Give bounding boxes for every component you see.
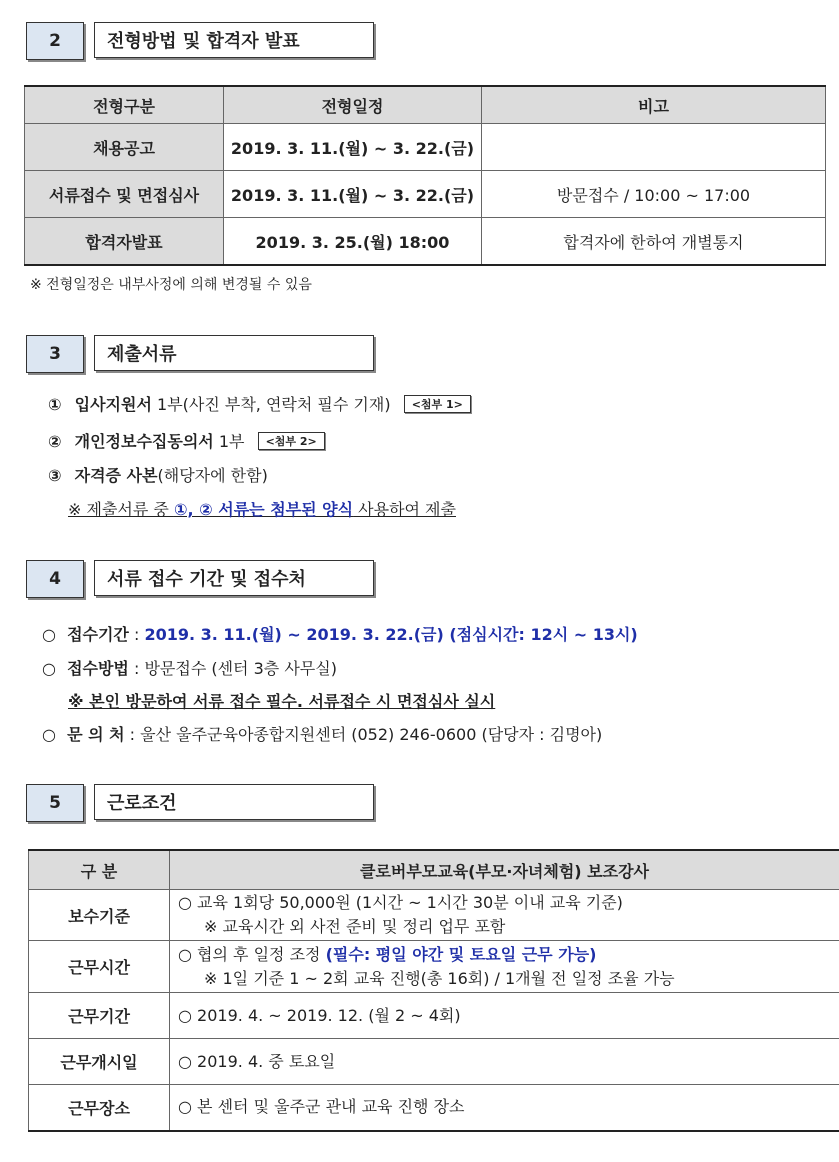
item-name: 개인정보수집동의서 <box>74 432 214 451</box>
item-detail: 1부 <box>218 432 245 451</box>
row-label: 근무개시일 <box>29 1039 170 1085</box>
document-item-3 <box>48 463 268 486</box>
column-header: 클로버부모교육(부모·자녀체험) 보조강사 <box>170 850 839 890</box>
row-label: 합격자발표 <box>25 218 224 266</box>
attachment-tag: <첨부 1> <box>404 395 471 413</box>
reception-period <box>42 622 638 645</box>
section-3-header <box>26 335 374 373</box>
section-4-header <box>26 560 374 598</box>
bullet: ○ <box>42 659 56 678</box>
item-number: ③ <box>48 466 62 485</box>
schedule-footnote: ※ 전형일정은 내부사정에 의해 변경될 수 있음 <box>30 277 312 293</box>
section-number: 5 <box>26 784 84 822</box>
bullet: ○ <box>42 625 56 644</box>
item-name: 자격증 사본 <box>74 466 158 485</box>
value-subline: ※ 1일 기준 1 ~ 2회 교육 진행(총 16회) / 1개월 전 일정 조율 가능 <box>204 968 675 988</box>
section-number: 3 <box>26 335 84 373</box>
table-header-row <box>25 86 826 124</box>
column-header: 구 분 <box>29 850 170 890</box>
documents-note <box>68 497 456 520</box>
row-value: ○ 본 센터 및 울주군 관내 교육 진행 장소 <box>170 1085 839 1131</box>
contact-label: 문 의 처 <box>67 725 125 744</box>
table-row <box>29 1039 839 1085</box>
column-header: 전형일정 <box>224 86 482 124</box>
reception-method <box>42 656 337 679</box>
document-item-1 <box>48 392 471 415</box>
note-highlight: ①, ② 서류는 첨부된 양식 <box>173 500 354 519</box>
row-date: 2019. 3. 25.(월) 18:00 <box>224 218 482 266</box>
row-label: 채용공고 <box>25 124 224 171</box>
table-header-row <box>29 850 839 890</box>
method-value: : 방문접수 (센터 3층 사무실) <box>128 659 337 678</box>
table-row <box>29 993 839 1039</box>
column-header: 비고 <box>482 86 826 124</box>
document-item-2 <box>48 429 325 452</box>
table-row <box>29 941 839 993</box>
row-note <box>482 124 826 171</box>
note-text: 사용하여 제출 <box>353 500 456 519</box>
row-value <box>170 890 839 941</box>
conditions-table <box>28 849 839 1132</box>
item-number: ① <box>48 395 62 414</box>
separator: : <box>128 625 145 644</box>
bullet: ○ <box>42 725 56 744</box>
row-label: 서류접수 및 면접심사 <box>25 171 224 218</box>
section-title: 제출서류 <box>94 335 374 371</box>
item-detail: 1부(사진 부착, 연락처 필수 기재) <box>157 395 391 414</box>
period-label: 접수기간 <box>67 625 129 644</box>
note-text: ※ 제출서류 중 <box>68 500 174 519</box>
section-title: 근로조건 <box>94 784 374 820</box>
row-note: 합격자에 한하여 개별통지 <box>482 218 826 266</box>
table-row <box>25 124 826 171</box>
row-value: ○ 2019. 4. 중 토요일 <box>170 1039 839 1085</box>
reception-note: ※ 본인 방문하여 서류 접수 필수. 서류접수 시 면접심사 실시 <box>68 692 496 711</box>
row-note: 방문접수 / 10:00 ~ 17:00 <box>482 171 826 218</box>
row-value <box>170 941 839 993</box>
row-label: 근무기간 <box>29 993 170 1039</box>
period-value: 2019. 3. 11.(월) ~ 2019. 3. 22.(금) (점심시간: 12시 ~ 13시) <box>144 625 638 644</box>
reception-contact <box>42 722 602 745</box>
section-number: 2 <box>26 22 84 60</box>
row-label: 보수기준 <box>29 890 170 941</box>
section-2-header <box>26 22 374 60</box>
column-header: 전형구분 <box>25 86 224 124</box>
attachment-tag: <첨부 2> <box>258 432 325 450</box>
table-row <box>29 1085 839 1131</box>
row-date: 2019. 3. 11.(월) ~ 3. 22.(금) <box>224 124 482 171</box>
value-subline: ※ 교육시간 외 사전 준비 및 정리 업무 포함 <box>204 917 506 936</box>
value-line: ○ 교육 1회당 50,000원 (1시간 ~ 1시간 30분 이내 교육 기준) <box>178 893 623 912</box>
row-label: 근무장소 <box>29 1085 170 1131</box>
section-title: 서류 접수 기간 및 접수처 <box>94 560 374 596</box>
section-5-header <box>26 784 374 822</box>
contact-value: : 울산 울주군육아종합지원센터 (052) 246-0600 (담당자 : 김명아) <box>124 725 603 744</box>
value-line <box>178 943 838 967</box>
schedule-table <box>24 85 826 266</box>
item-number: ② <box>48 432 62 451</box>
row-date: 2019. 3. 11.(월) ~ 3. 22.(금) <box>224 171 482 218</box>
value-highlight: (필수: 평일 야간 및 토요일 근무 가능) <box>325 944 597 964</box>
table-row <box>25 218 826 266</box>
row-label: 근무시간 <box>29 941 170 993</box>
row-value: ○ 2019. 4. ~ 2019. 12. (월 2 ~ 4회) <box>170 993 839 1039</box>
section-number: 4 <box>26 560 84 598</box>
method-label: 접수방법 <box>67 659 129 678</box>
section-title: 전형방법 및 합격자 발표 <box>94 22 374 58</box>
table-row <box>25 171 826 218</box>
table-row <box>29 890 839 941</box>
item-name: 입사지원서 <box>74 395 152 414</box>
value-text: ○ 협의 후 일정 조정 <box>178 944 326 964</box>
item-detail: (해당자에 한함) <box>157 466 268 485</box>
